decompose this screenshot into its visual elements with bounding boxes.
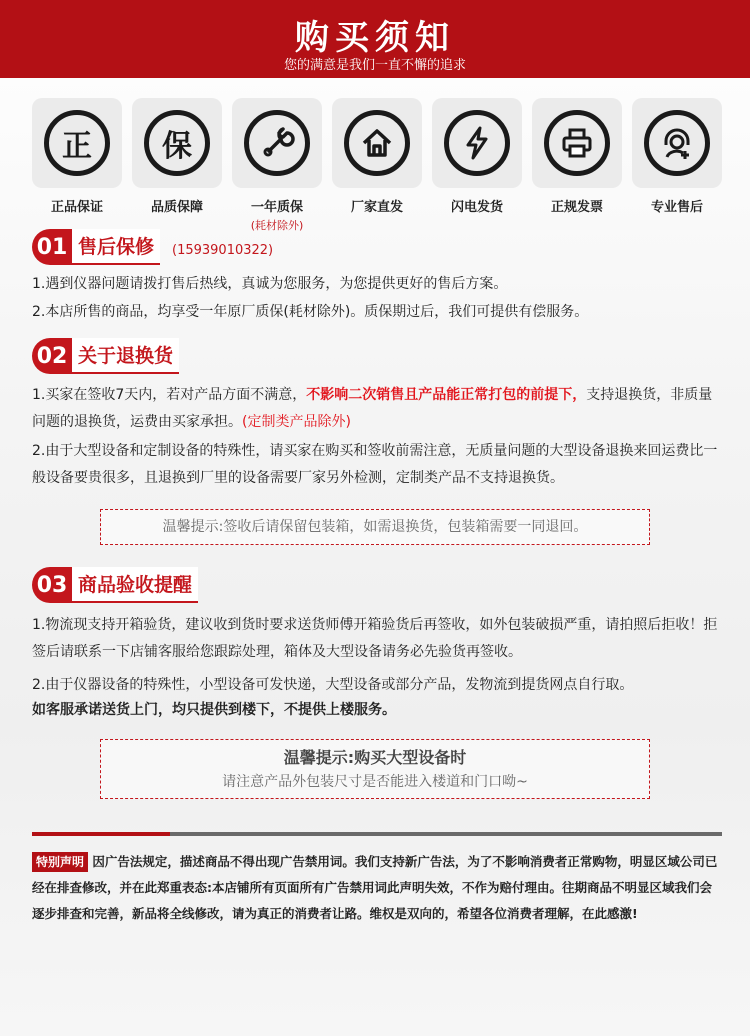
tip-text: 请注意产品外包装尺寸是否能进入楼道和门口呦~ bbox=[222, 774, 528, 790]
section-title: 售后保修 bbox=[72, 229, 160, 265]
section-header-returns bbox=[32, 338, 332, 374]
text-span: 支持退换货，非质量问题的退换货，运费由买家承担。 bbox=[32, 387, 713, 430]
declaration-tag: 特别声明 bbox=[32, 852, 88, 872]
highlight-text: 不影响二次销售且产品能正常打包的前提下， bbox=[306, 387, 587, 403]
feature-note: (耗材除外) bbox=[250, 219, 304, 232]
feature-label: 品质保障 bbox=[150, 200, 203, 215]
section-number: 01 bbox=[32, 229, 72, 265]
section-title: 关于退换货 bbox=[72, 338, 179, 374]
special-declaration bbox=[32, 849, 722, 927]
zheng-icon: 正 bbox=[44, 110, 110, 176]
feature-icons-row bbox=[32, 98, 722, 232]
wrench-icon bbox=[244, 110, 310, 176]
bao-icon: 保 bbox=[144, 110, 210, 176]
text-span: 1.买家在签收7天内，若对产品方面不满意， bbox=[32, 387, 307, 403]
printer-icon bbox=[544, 110, 610, 176]
feature-label: 正规发票 bbox=[550, 200, 603, 215]
section-number: 03 bbox=[32, 567, 72, 603]
page-header bbox=[0, 0, 750, 78]
section-header-inspection bbox=[32, 567, 332, 603]
paragraph: 1.物流现支持开箱验货，建议收到货时要求送货师傅开箱验货后再签收，如外包装破损严重，请拍照后拒收！拒签后请联系一下店铺客服给您跟踪处理，箱体及大型设备请务必先验货再签收。 bbox=[32, 617, 718, 660]
tip-box: 温馨提示:签收后请保留包装箱，如需退换货，包装箱需要一同退回。 bbox=[100, 509, 650, 545]
tip-box-large-equipment bbox=[100, 739, 650, 799]
feature-item bbox=[632, 98, 722, 215]
paragraph: 2.由于仪器设备的特殊性，小型设备可发快递，大型设备或部分产品，发物流到提货网点自行取。 bbox=[32, 677, 634, 693]
paragraph bbox=[32, 382, 722, 436]
section-header-after-sales bbox=[32, 229, 332, 265]
customer-service-icon bbox=[644, 110, 710, 176]
declaration-text: 因广告法规定，描述商品不得出现广告禁用词。我们支持新广告法，为了不影响消费者正常购物，明显区域公司已经在排查修改，并在此郑重表态:本店铺所有页面所有广告禁用词此声明失效，不作为赔付理由。往期商品不明显区域我们会逐步排查和完善，新品将全线修改，请为真正的消费者让路。维权是双向的，希望各位消费者理解，在此感激! bbox=[32, 854, 718, 921]
feature-label: 正品保证 bbox=[50, 200, 103, 215]
page-subtitle: 您的满意是我们一直不懈的追求 bbox=[283, 58, 466, 73]
page-title: 购买须知 bbox=[295, 18, 455, 58]
feature-label: 一年质保 bbox=[250, 200, 303, 215]
tip-title: 温馨提示:购买大型设备时 bbox=[283, 748, 467, 767]
feature-label: 厂家直发 bbox=[350, 200, 403, 215]
feature-item bbox=[332, 98, 422, 215]
paragraph: 2.由于大型设备和定制设备的特殊性，请买家在购买和签收前需注意，无质量问题的大型设备退换来回运费比一般设备要贵很多，且退换到厂里的设备需要厂家另外检测，定制类产品不支持退换货。 bbox=[32, 443, 718, 486]
feature-item bbox=[532, 98, 622, 215]
divider bbox=[32, 832, 722, 836]
feature-label: 闪电发货 bbox=[450, 200, 503, 215]
highlight-note: (定制类产品除外) bbox=[242, 414, 351, 430]
hotline-phone: (15939010322) bbox=[172, 243, 274, 258]
paragraph: 1.遇到仪器问题请拨打售后热线，真诚为您服务，为您提供更好的售后方案。 bbox=[32, 276, 508, 292]
section-title: 商品验收提醒 bbox=[72, 567, 198, 603]
house-icon bbox=[344, 110, 410, 176]
section-number: 02 bbox=[32, 338, 72, 374]
paragraph: 2.本店所售的商品，均享受一年原厂质保(耗材除外)。质保期过后，我们可提供有偿服务。 bbox=[32, 304, 589, 320]
feature-item bbox=[132, 98, 222, 215]
feature-item bbox=[32, 98, 122, 215]
feature-label: 专业售后 bbox=[650, 200, 703, 215]
lightning-icon bbox=[444, 110, 510, 176]
feature-item bbox=[232, 98, 322, 233]
paragraph-bold: 如客服承诺送货上门，均只提供到楼下，不提供上楼服务。 bbox=[32, 702, 396, 718]
feature-item bbox=[432, 98, 522, 215]
